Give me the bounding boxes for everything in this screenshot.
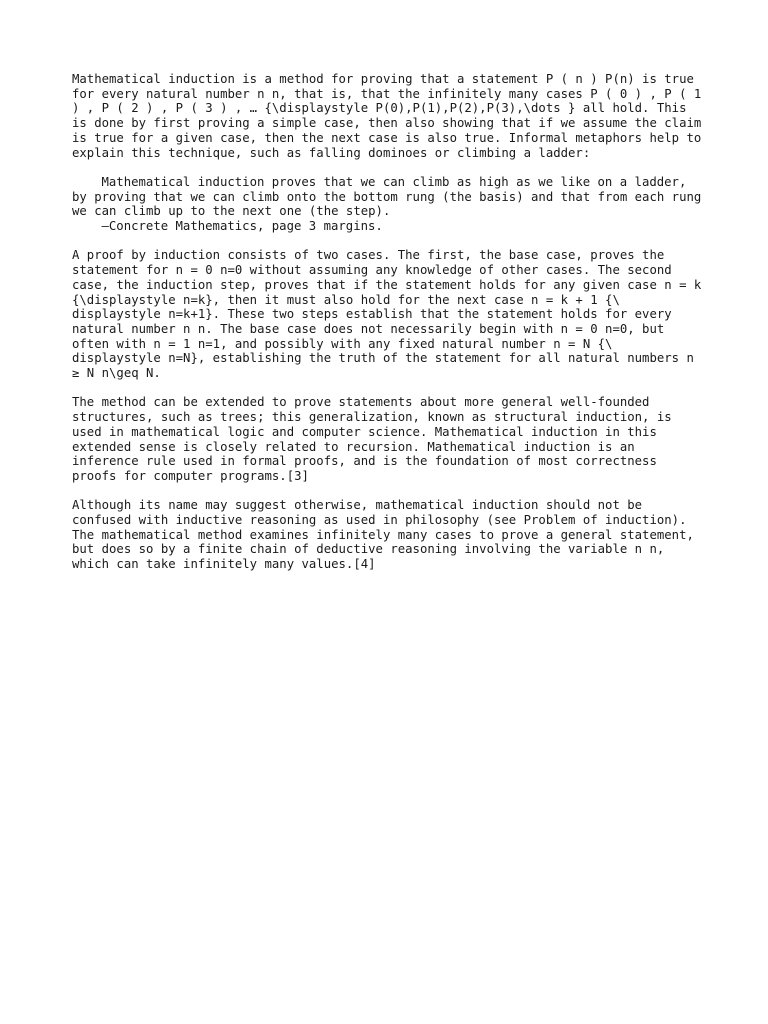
block-quote <box>72 175 704 234</box>
paragraph-extension: The method can be extended to prove statements about more general well-founded structures, such as trees; this generalization, known as structural induction, is used in mathematical logic and computer science. Mathematical induction in this extended sense is closely related to recursion. Mathematical induction is an inference rule used in formal proofs, and is the foundation of most correctness proofs for computer programs.[3] <box>72 395 672 483</box>
document-body <box>72 72 704 587</box>
paragraph-proof: A proof by induction consists of two cases. The first, the base case, proves the statement for n = 0 n=0 without assuming any knowledge of other cases. The second case, the induction step, proves that if the statement holds for any given case n = k {\displaystyle n=k}, then it must also hold for the next case n = k + 1 {\ displaystyle n=k+1}. These two steps establish that the statement holds for every natural number n n. The base case does not necessarily begin with n = 0 n=0, but often with n = 1 n=1, and possibly with any fixed natural number n = N {\ displaystyle n=N}, establishing the truth of the statement for all natural numbers n ≥ N n\geq N. <box>72 248 702 381</box>
paragraph-reasoning: Although its name may suggest otherwise, mathematical induction should not be confused with inductive reasoning as used in philosophy (see Problem of induction). The mathematical method examines infinitely many cases to prove a general statement, but does so by a finite chain of deductive reasoning involving the variable n n, which can take infinitely many values.[4] <box>72 498 694 572</box>
quote-attribution: —Concrete Mathematics, page 3 margins. <box>101 219 383 234</box>
quote-text: Mathematical induction proves that we can climb as high as we like on a ladder, by proving that we can climb onto the bottom rung (the basis) and that from each rung we can climb up to the next one (the step). <box>72 174 702 219</box>
paragraph-intro: Mathematical induction is a method for proving that a statement P ( n ) P(n) is true for every natural number n n, that is, that the infinitely many cases P ( 0 ) , P ( 1 ) , P ( 2 ) , P ( 3 ) , … {\displaystyle P(0),P(1),P(2),P(3),\dots } all hold. This is done by first proving a simple case, then also showing that if we assume the claim is true for a given case, then the next case is also true. Informal metaphors help to explain this technique, such as falling dominoes or climbing a ladder: <box>72 72 702 160</box>
